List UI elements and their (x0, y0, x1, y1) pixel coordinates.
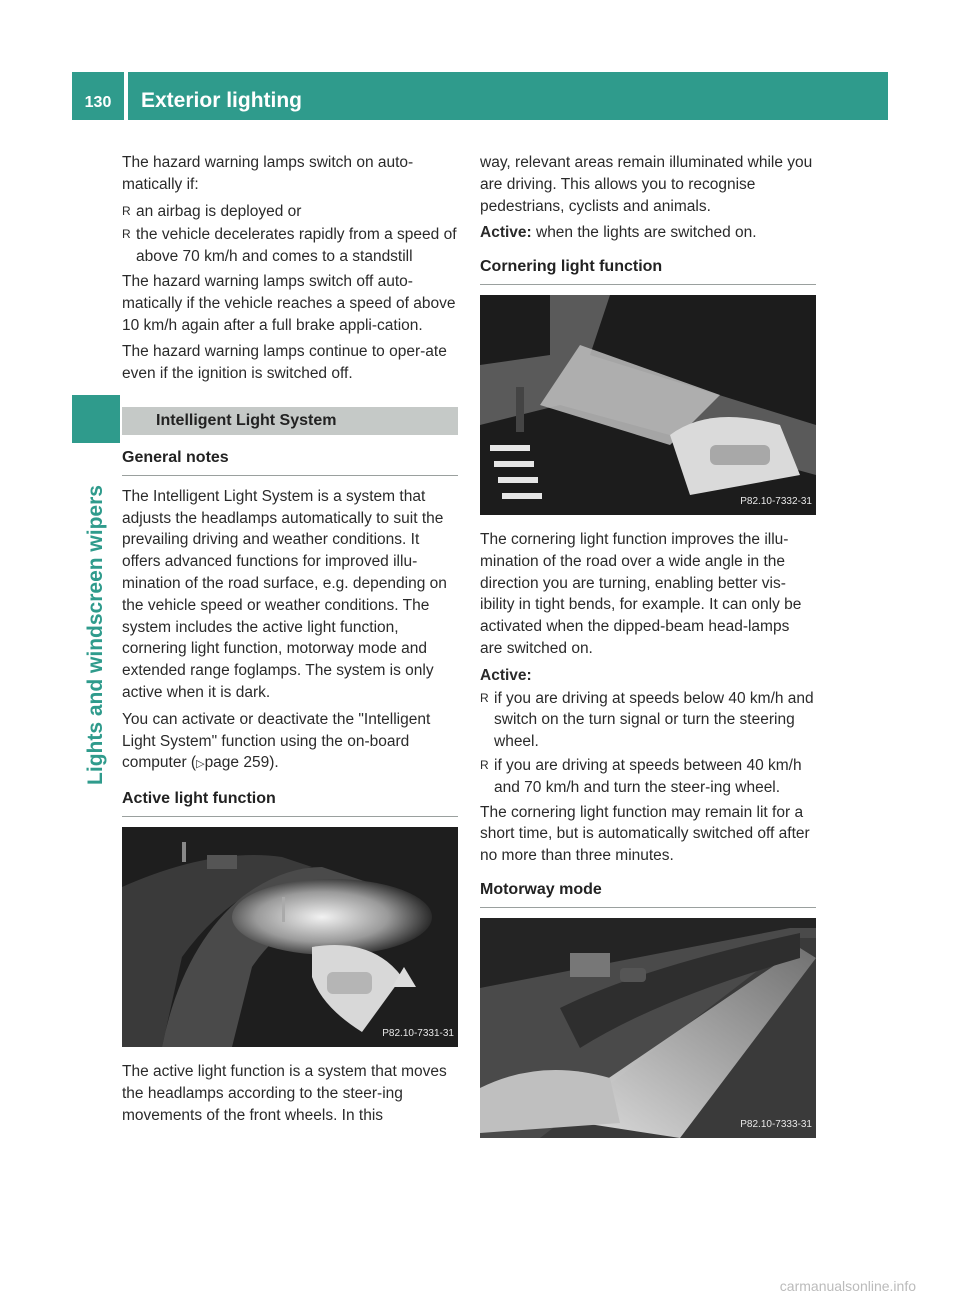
list-item: R if you are driving at speeds below 40 km/h and switch on the turn signal or turn the steering wheel. (480, 689, 814, 751)
sidebar-chapter-label: Lights and windscreen wipers (84, 485, 107, 785)
bullet-icon: R (122, 203, 131, 218)
hazard-off-text: The hazard warning lamps switch off auto-matically if the vehicle reaches a speed of above 10 km/h again after a full brake appli-cation. (122, 272, 456, 334)
header-separator (124, 72, 128, 120)
general-notes-heading: General notes (122, 447, 458, 476)
image-code: P82.10-7333-31 (740, 1118, 812, 1130)
cornering-description: The cornering light function improves the illu-mination of the road over a wide angle in the direction you are turning, enabling better vis-ibility in tight bends, for example. It can only be activated when the dipped-beam head-lamps are switched on. (480, 530, 802, 657)
page-reference-link[interactable]: page 259 (204, 754, 270, 772)
image-code: P82.10-7331-31 (382, 1028, 454, 1040)
left-column (122, 152, 458, 1131)
active-light-description: The active light function is a system that moves the headlamps according to the steer-ing movements of the front wheels. In this (122, 1062, 447, 1124)
ils-activation-text: You can activate or deactivate the "Intelligent Light System" function using the on-board computer (▷page 259). (122, 710, 431, 772)
active-light-continued: way, relevant areas remain illuminated while you are driving. This allows you to recognise pedestrians, cyclists and animals. (480, 154, 813, 215)
ils-description: The Intelligent Light System is a system that adjusts the headlamps automatically to suit the prevailing driving and weather conditions. It offers advanced functions for improved illu-mination of the road surface, e.g. depending on the vehicle speed or weather conditions. The system includes the active light function, cornering light function, motorway mode and extended range foglamps. The system is only active when it is dark. (122, 487, 447, 701)
right-column (480, 152, 816, 1152)
section-heading-intelligent-light: Intelligent Light System (122, 407, 458, 435)
image-code: P82.10-7332-31 (740, 496, 812, 508)
hazard-conditions-list (122, 201, 458, 268)
active-light-heading: Active light function (122, 788, 458, 817)
watermark: carmanualsonline.info (779, 1278, 916, 1294)
bullet-icon: R (480, 690, 489, 705)
list-item: R an airbag is deployed or (122, 201, 458, 223)
bullet-icon: R (480, 757, 489, 772)
sidebar-marker (72, 395, 120, 443)
cornering-timeout-text: The cornering light function may remain lit for a short time, but is automatically switched off after no more than three minutes. (480, 803, 810, 865)
cornering-light-illustration (480, 295, 816, 515)
list-item: R the vehicle decelerates rapidly from a speed of above 70 km/h and comes to a standstill (122, 226, 457, 266)
list-item: R if you are driving at speeds between 40 km/h and 70 km/h and turn the steer-ing wheel. (480, 756, 802, 796)
active-condition: Active: when the lights are switched on. (480, 224, 757, 242)
cornering-conditions-list (480, 688, 816, 799)
bullet-icon: R (122, 227, 131, 242)
page-title: Exterior lighting (141, 89, 303, 112)
hazard-continue-text: The hazard warning lamps continue to oper-ate even if the ignition is switched off. (122, 343, 447, 383)
active-light-illustration (122, 827, 458, 1047)
cornering-light-heading: Cornering light function (480, 256, 816, 285)
active-label: Active: (480, 666, 532, 684)
page-reference-icon: ▷ (196, 758, 205, 771)
page-number: 130 (84, 94, 112, 111)
hazard-intro: The hazard warning lamps switch on auto-matically if: (122, 154, 414, 193)
motorway-mode-illustration (480, 918, 816, 1138)
sidebar-chapter-title (72, 455, 120, 815)
motorway-mode-heading: Motorway mode (480, 879, 816, 908)
